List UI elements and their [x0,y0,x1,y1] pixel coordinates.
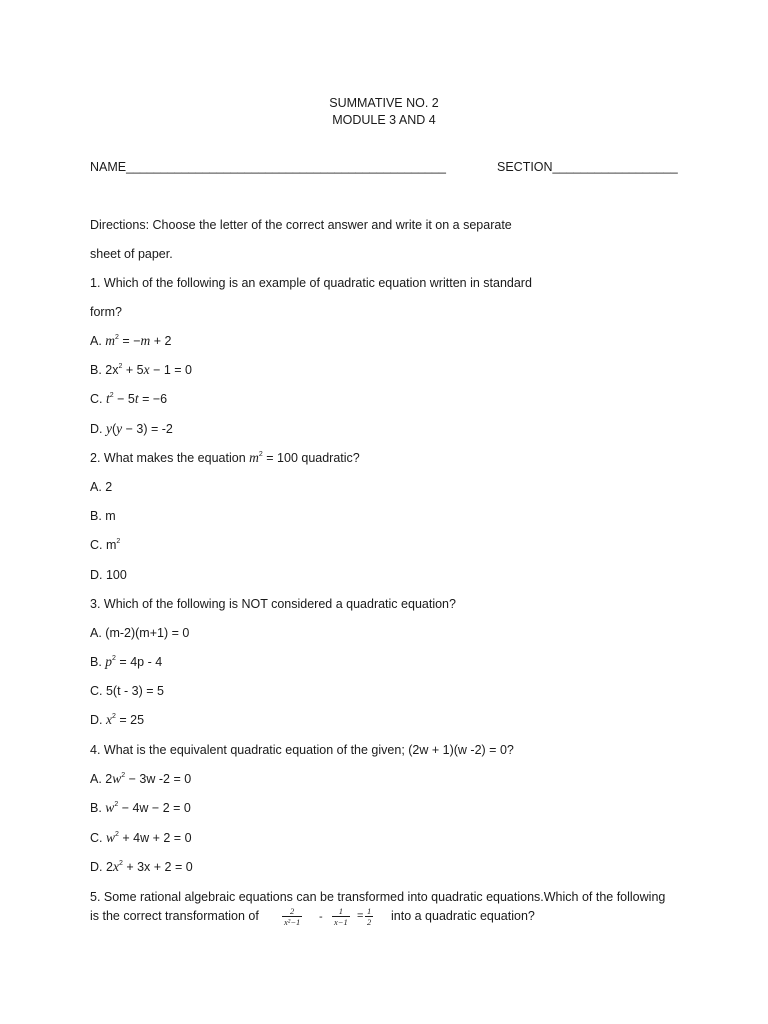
question-2-option-b: B. m [90,509,116,523]
question-4-option-d: D. $2x^2 + 3x + 2 = 0$ [90,859,193,874]
fraction-2-numerator: 1 [332,906,350,917]
directions-line-1: Directions: Choose the letter of the correct answer and write it on a separate [90,218,512,232]
directions-line-2: sheet of paper. [90,247,173,261]
question-1-line-1: 1. Which of the following is an example of quadratic equation written in standard [90,276,532,290]
question-1-option-a: A. $m^2 = -m + 2$ [90,333,172,348]
question-1-option-d: D. y(y − 3) = -2 [90,421,173,436]
question-4-option-b: B. $w^2 - 4w - 2 = 0$ [90,800,191,815]
fraction-2-denominator: x−1 [334,917,348,927]
question-1-line-2: form? [90,305,122,319]
minus-operator: - [319,911,323,923]
fraction-3-numerator: 1 [367,906,372,916]
worksheet-subtitle: MODULE 3 AND 4 [332,113,436,127]
question-4-stem: 4. What is the equivalent quadratic equation of the given; (2w + 1)(w -2) = 0? [90,743,514,757]
question-2-stem: 2. What makes the equation $m^2 = 100$ quadratic? [90,450,360,465]
section-field: SECTION__________________ [497,160,678,174]
fraction-2 [332,906,350,927]
question-5-line-2-post: into a quadratic equation? [391,909,535,923]
equals-operator: = [357,910,364,922]
fraction-3 [365,906,373,927]
question-3-option-a: A. (m-2)(m+1) = 0 [90,626,190,640]
name-field: NAME______________________________________________ [90,160,446,174]
question-5-line-2-pre: is the correct transformation of [90,909,259,923]
fraction-1-denominator: x²−1 [284,917,301,927]
question-5-line-1: 5. Some rational algebraic equations can be transformed into quadratic equations.Which of the following [90,890,666,904]
question-3-option-d: D. $x^2 = 25$ [90,712,145,727]
question-3-stem: 3. Which of the following is NOT considered a quadratic equation? [90,597,456,611]
worksheet-title: SUMMATIVE NO. 2 [329,96,439,110]
fraction-1-numerator: 2 [282,906,302,917]
fraction-3-denominator: 2 [367,917,372,927]
fraction-1 [282,906,302,927]
question-2-option-a: A. 2 [90,480,113,494]
question-1-option-b: B. $2x^2 + 5x - 1 = 0$ [90,362,193,377]
question-1-option-c: C. $t^2 - 5t = -6$ [90,391,168,406]
question-4-option-a: A. $2w^2 - 3w$ -2 = 0 [90,771,192,786]
question-4-option-c: C. $w^2 + 4w + 2 = 0$ [90,830,192,845]
question-3-option-b: B. $p^2 = 4p - 4$ [90,654,163,669]
question-3-option-c: C. 5(t - 3) = 5 [90,684,164,698]
question-2-option-c: C. $m^2$ [90,538,121,552]
question-2-option-d: D. 100 [90,568,127,582]
